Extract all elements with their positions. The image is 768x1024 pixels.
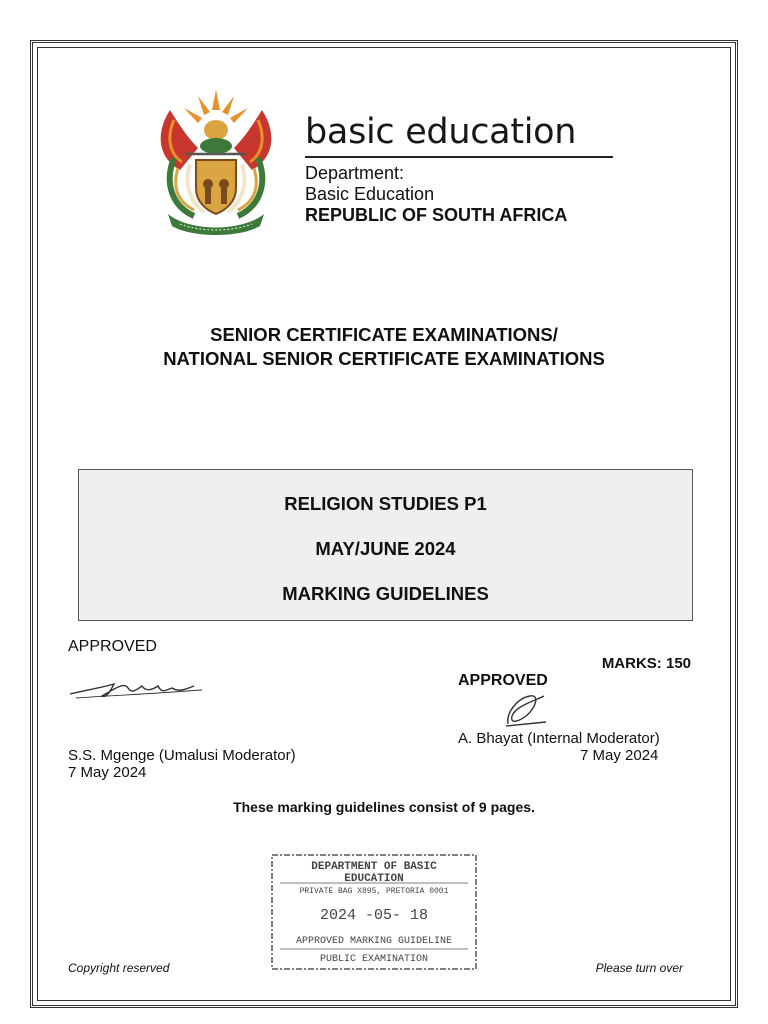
- stamp-line2: EDUCATION: [344, 873, 404, 885]
- country-name: REPUBLIC OF SOUTH AFRICA: [305, 205, 568, 225]
- coat-of-arms-icon: [150, 88, 282, 236]
- stamp-date: 2024 -05- 18: [319, 907, 429, 924]
- exam-session: MAY/JUNE 2024: [315, 538, 456, 559]
- stamp-line4: APPROVED MARKING GUIDELINE: [295, 936, 453, 947]
- department-block: [305, 163, 567, 226]
- left-approver-date: 7 May 2024: [68, 764, 147, 781]
- signature-left-icon: [66, 668, 206, 708]
- approval-stamp-icon: [270, 853, 478, 971]
- subject-title: RELIGION STUDIES P1: [284, 493, 487, 514]
- stamp-line5: PUBLIC EXAMINATION: [319, 954, 429, 965]
- right-approver-date: 7 May 2024: [580, 747, 659, 764]
- turn-over-note: Please turn over: [595, 961, 683, 975]
- exam-title: [60, 323, 708, 371]
- document-type: MARKING GUIDELINES: [282, 583, 489, 604]
- exam-title-line2: NATIONAL SENIOR CERTIFICATE EXAMINATIONS: [163, 348, 605, 369]
- stamp-line3: PRIVATE BAG X895, PRETORIA 0001: [299, 887, 449, 896]
- subject-box: [78, 469, 693, 621]
- stamp-line1: DEPARTMENT OF BASIC: [311, 861, 437, 873]
- marks-total: MARKS: 150: [601, 655, 691, 672]
- approved-left-label: APPROVED: [68, 638, 157, 655]
- pages-note: These marking guidelines consist of 9 pages.: [233, 799, 535, 815]
- left-approver: [68, 747, 296, 781]
- signature-right-icon: [500, 690, 552, 730]
- approved-right-label: APPROVED: [458, 672, 548, 689]
- exam-title-line1: SENIOR CERTIFICATE EXAMINATIONS/: [210, 324, 558, 345]
- copyright-note: Copyright reserved: [68, 961, 170, 975]
- right-approver-name: A. Bhayat (Internal Moderator): [458, 730, 660, 747]
- dept-name: Basic Education: [305, 184, 435, 204]
- brand-wordmark: basic education: [305, 112, 577, 152]
- left-approver-name: S.S. Mgenge (Umalusi Moderator): [68, 747, 296, 764]
- brand-underline: [305, 156, 613, 158]
- dept-label: Department:: [305, 163, 405, 183]
